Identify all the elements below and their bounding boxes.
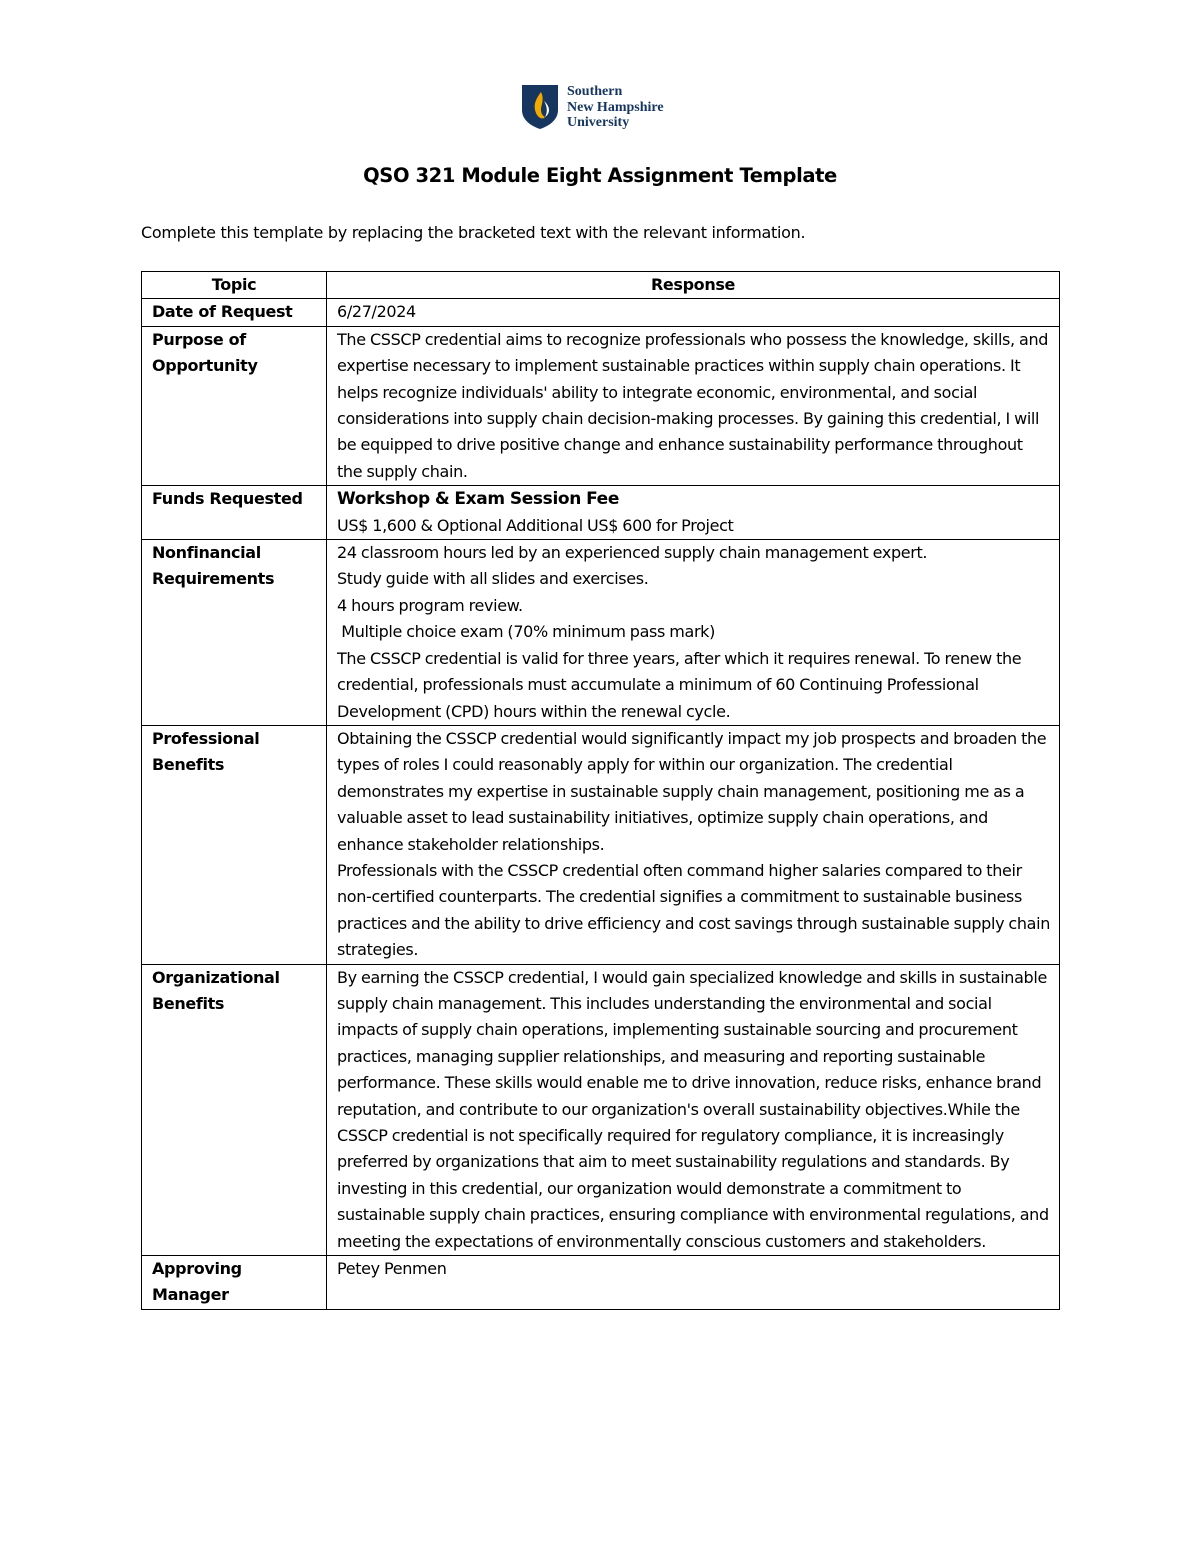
table-row-funds xyxy=(142,486,1060,540)
topic-organizational: Organizational Benefits xyxy=(142,964,327,1255)
response-date: 6/27/2024 xyxy=(327,299,1060,326)
topic-professional: Professional Benefits xyxy=(142,725,327,964)
table-row-date xyxy=(142,299,1060,326)
header-topic: Topic xyxy=(142,272,327,299)
response-organizational: By earning the CSSCP credential, I would gain specialized knowledge and skills in sustainable supply chain management. This includes understanding the environmental and social impacts of supply chain operations, implementing sustainable sourcing and procurement practices, managing supplier relationships, and measuring and reporting sustainable performance. These skills would enable me to drive innovation, reduce risks, enhance brand reputation, and contribute to our organization's overall sustainability objectives.While the CSSCP credential is not specifically required for regulatory compliance, it is increasingly preferred by organizations that aim to meet sustainability regulations and standards. By investing in this credential, our organization would demonstrate a commitment to sustainable supply chain practices, ensuring compliance with environmental regulations, and meeting the expectations of environmentally conscious customers and stakeholders. xyxy=(327,964,1060,1255)
nonfinancial-line: The CSSCP credential is valid for three years, after which it requires renewal. To renew the credential, professionals must accumulate a minimum of 60 Continuing Professional Development (CPD) hours within the renewal cycle. xyxy=(337,648,1022,721)
table-header-row xyxy=(142,272,1060,299)
logo-line-3: University xyxy=(567,115,630,130)
topic-manager: Approving Manager xyxy=(142,1256,327,1310)
logo-wordmark xyxy=(567,84,664,131)
header-response: Response xyxy=(327,272,1060,299)
topic-funds: Funds Requested xyxy=(142,486,327,540)
table-row-nonfinancial xyxy=(142,540,1060,726)
topic-purpose: Purpose of Opportunity xyxy=(142,326,327,485)
response-nonfinancial xyxy=(327,540,1060,726)
document-title: QSO 321 Module Eight Assignment Template xyxy=(363,164,837,187)
instruction-text: Complete this template by replacing the bracketed text with the relevant information. xyxy=(141,223,806,242)
response-manager: Petey Penmen xyxy=(327,1256,1060,1310)
funds-title: Workshop & Exam Session Fee xyxy=(337,489,619,510)
topic-nonfinancial: Nonfinancial Requirements xyxy=(142,540,327,726)
table-row-organizational xyxy=(142,964,1060,1255)
nonfinancial-line: Multiple choice exam (70% minimum pass mark) xyxy=(337,622,715,642)
response-professional xyxy=(327,725,1060,964)
table-row-professional xyxy=(142,725,1060,964)
funds-detail: US$ 1,600 & Optional Additional US$ 600 for Project xyxy=(337,515,734,535)
logo-line-1: Southern xyxy=(567,84,623,99)
flame-shield-icon xyxy=(521,84,559,130)
response-funds xyxy=(327,486,1060,540)
nonfinancial-line: 24 classroom hours led by an experienced supply chain management expert. xyxy=(337,543,928,563)
nonfinancial-line: Study guide with all slides and exercises. xyxy=(337,569,649,589)
topic-date: Date of Request xyxy=(142,299,327,326)
table-row-manager xyxy=(142,1256,1060,1310)
university-logo xyxy=(521,84,664,131)
response-purpose: The CSSCP credential aims to recognize professionals who possess the knowledge, skills, and expertise necessary to implement sustainable practices within supply chain operations. It helps recognize individuals' ability to integrate economic, environmental, and social considerations into supply chain decision-making processes. By gaining this credential, I will be equipped to drive positive change and enhance sustainability performance throughout the supply chain. xyxy=(327,326,1060,485)
nonfinancial-line: 4 hours program review. xyxy=(337,595,523,615)
table-row-purpose xyxy=(142,326,1060,485)
assignment-table xyxy=(141,271,1060,1310)
professional-paragraph: Professionals with the CSSCP credential often command higher salaries compared to their non-certified counterparts. The credential signifies a commitment to sustainable business practices and the ability to drive efficiency and cost savings through sustainable supply chain strategies. xyxy=(337,860,1051,960)
professional-paragraph: Obtaining the CSSCP credential would significantly impact my job prospects and broaden the types of roles I could reasonably apply for within our organization. The credential demonstrates my expertise in sustainable supply chain management, positioning me as a valuable asset to lead sustainability initiatives, optimize supply chain operations, and enhance stakeholder relationships. xyxy=(337,728,1047,854)
logo-line-2: New Hampshire xyxy=(567,99,664,115)
